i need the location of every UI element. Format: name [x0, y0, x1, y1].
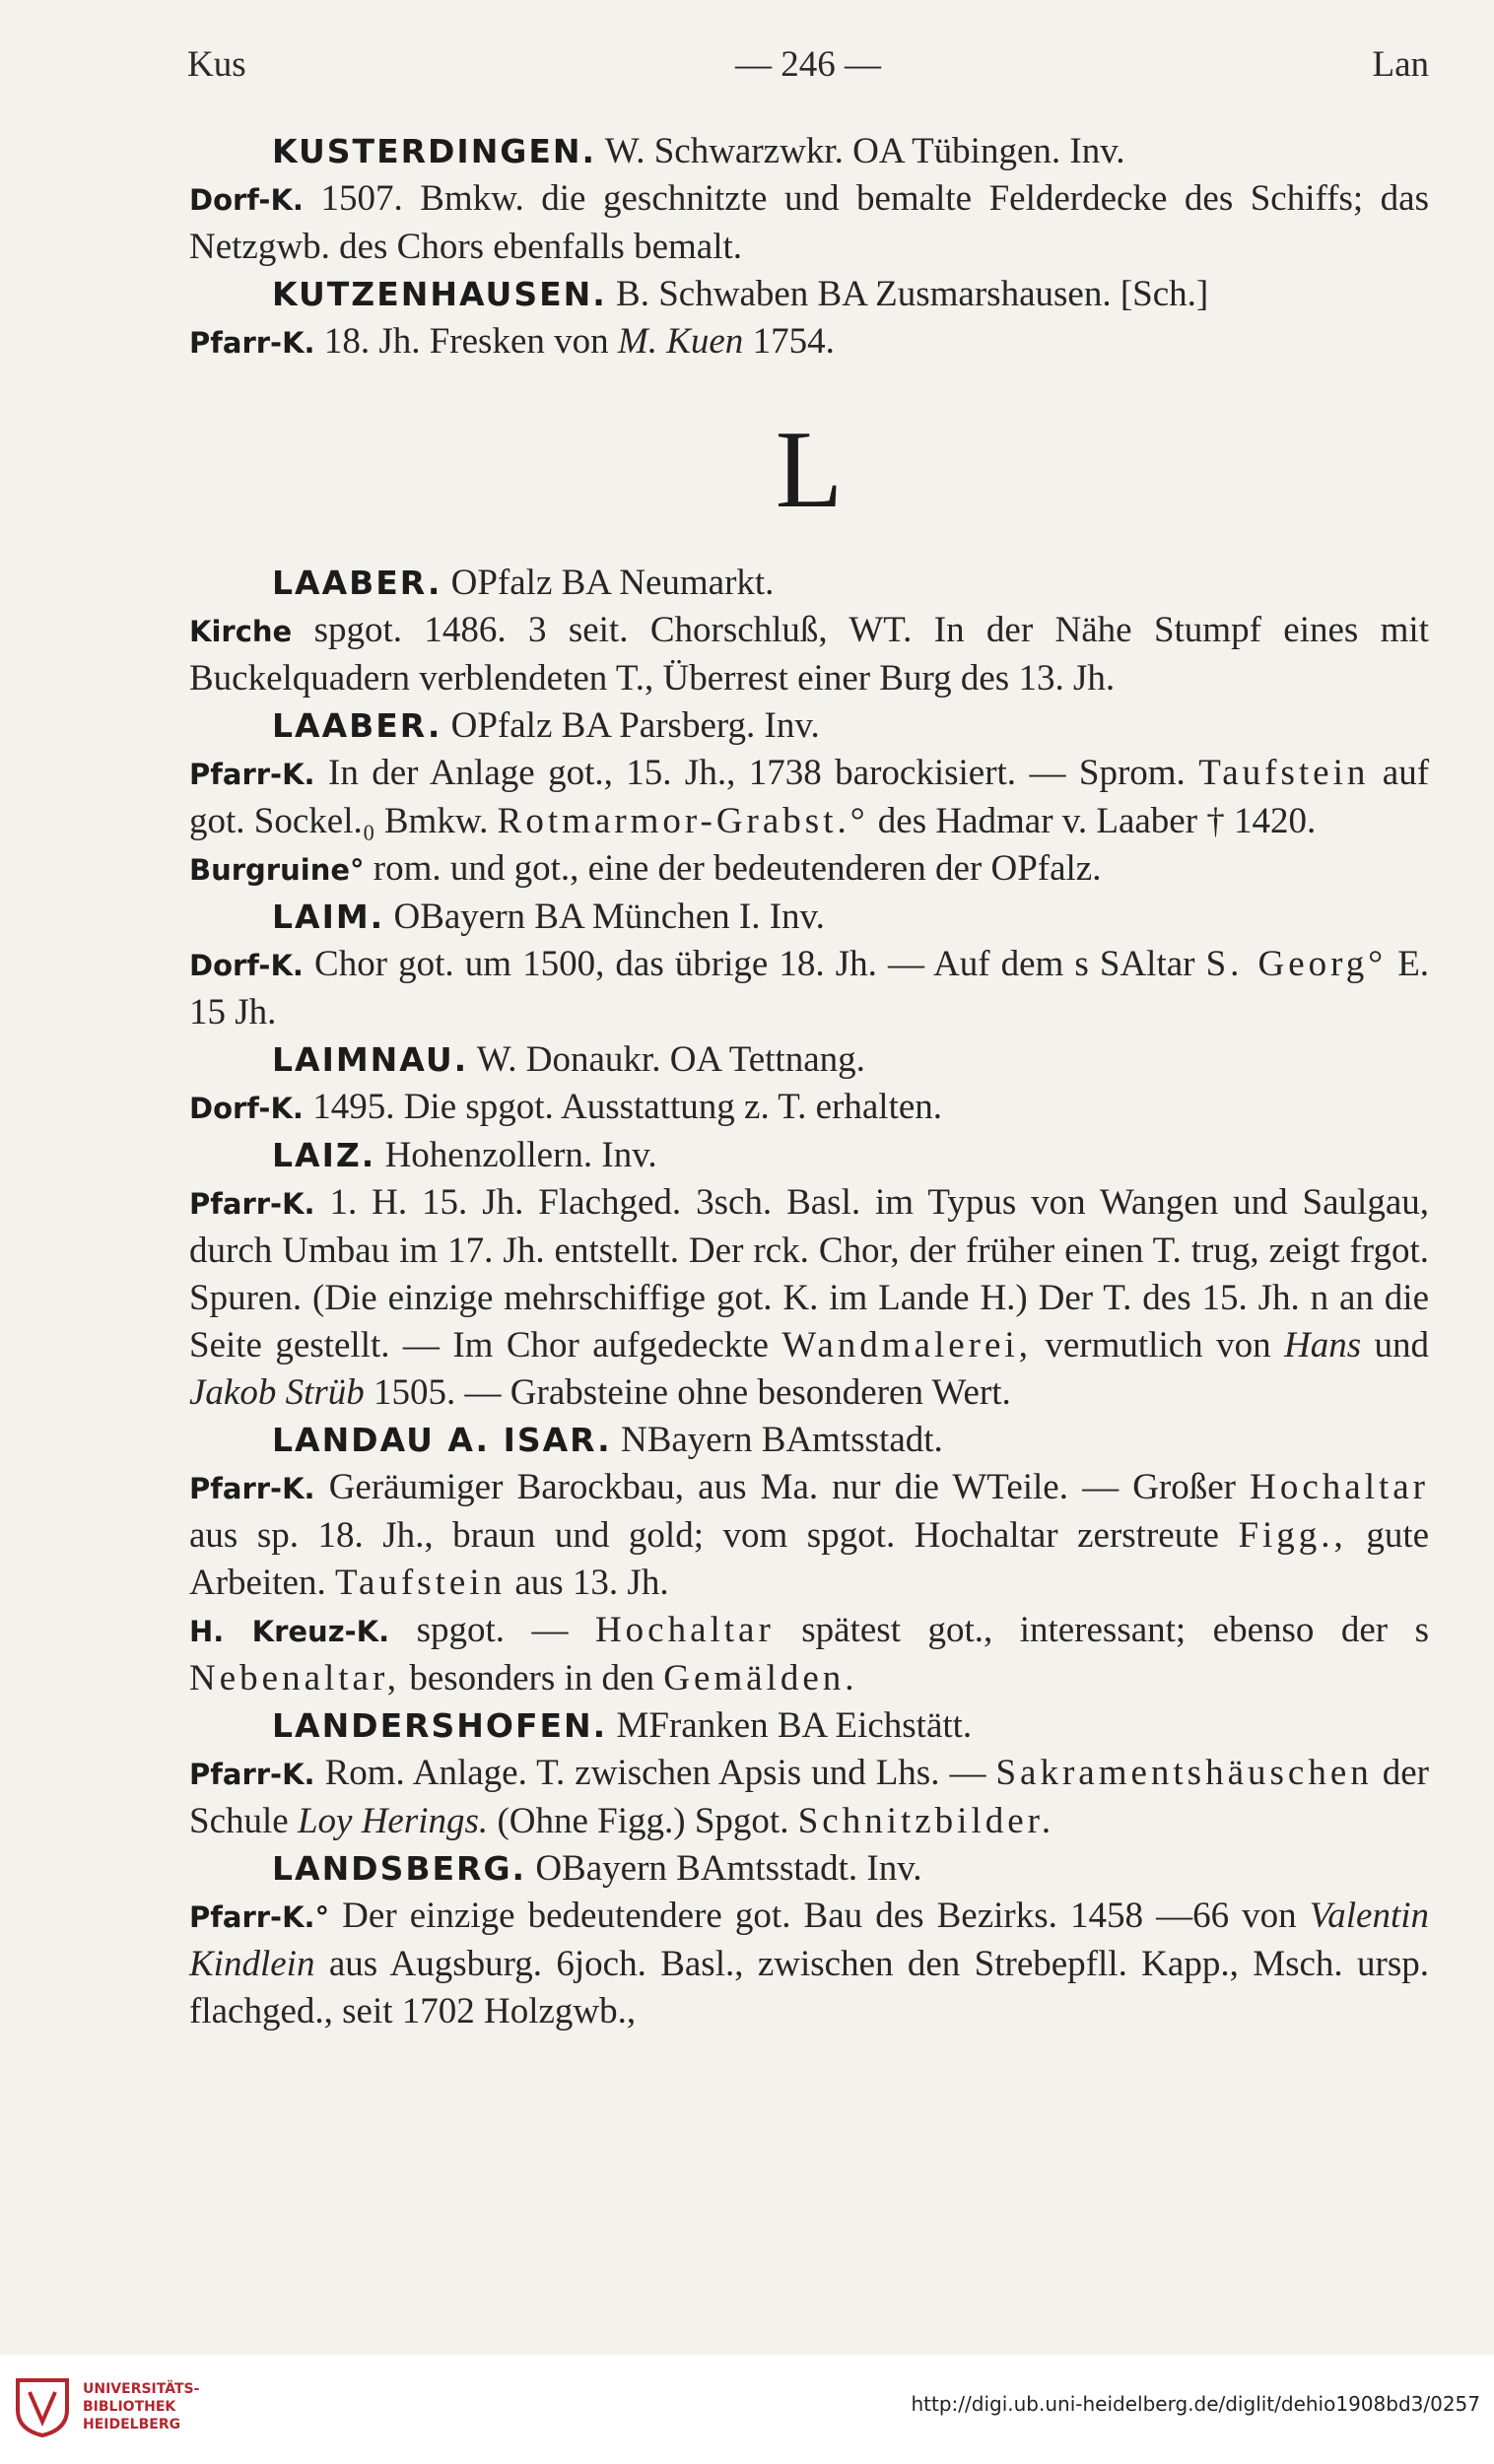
artist-name: Hans [1284, 1325, 1362, 1365]
entry-text [189, 845, 1429, 894]
page-number: — 246 — [735, 44, 881, 85]
building-keyword: Pfarr-K. [189, 1472, 315, 1505]
spaced-term: Rotmarmor-Grabst.° [497, 801, 869, 841]
library-emblem-icon [14, 2376, 71, 2437]
spaced-term: S. Georg° [1205, 944, 1388, 984]
place-name: LANDSBERG. [272, 1849, 527, 1888]
section-letter: L [775, 409, 844, 531]
artist-name: Loy Herings. [297, 1801, 489, 1841]
building-keyword: Dorf-K. [189, 949, 304, 982]
spaced-term: Hochaltar [1250, 1467, 1429, 1507]
description-text: Der einzige bedeutendere got. Bau des Bezirks. 1458 —66 von [342, 1896, 1297, 1936]
description-text: der Schule [189, 1753, 1429, 1841]
building-keyword: Burgruine° [189, 853, 365, 887]
description-text: aus 13. Jh. [514, 1563, 669, 1603]
building-keyword: H. Kreuz-K. [189, 1615, 390, 1648]
place-name: LANDAU A. ISAR. [272, 1421, 612, 1459]
entry-text [189, 1607, 1429, 1702]
library-name-line: UNIVERSITÄTS- [83, 2381, 200, 2397]
permalink-url[interactable]: http://digi.ub.uni-heidelberg.de/diglit/dehio1908bd3/0257 [911, 2392, 1480, 2416]
running-header [187, 43, 1429, 93]
description-text: In der Anlage got., 15. Jh., 1738 barockisiert. — Sprom. [328, 753, 1186, 793]
spaced-term: Taufstein [1198, 753, 1370, 793]
library-footer [0, 2355, 1494, 2464]
description-text: E. 15 Jh. [189, 944, 1430, 1032]
header-right: Lan [1372, 44, 1429, 85]
building-keyword: Pfarr-K. [189, 1187, 315, 1221]
spaced-term: Taufstein [334, 1563, 507, 1603]
spaced-term: Nebenaltar, [189, 1658, 401, 1698]
description-text: spätest got., interessant; ebenso der s [801, 1610, 1429, 1650]
entry-text [189, 607, 1429, 702]
description-text: 1. H. 15. Jh. Flachged. 3sch. Basl. im Typus von Wangen und Saulgau, durch Umbau im 17. Jh. entstellt. Der rck. Chor, der früher einen T. trug, zeigt frgot. Spuren. (Die einzige mehrschiffige got. K. im Lande H.) Der T. des 15. Jh. n an die Seite gestellt. — Im Chor aufgedeckte [189, 1182, 1429, 1365]
place-name: LAIM. [272, 898, 385, 936]
library-name-line: BIBLIOTHEK [83, 2399, 176, 2415]
description-text: 1754. [752, 321, 835, 362]
description-text: spgot. — [416, 1610, 569, 1650]
description-text: Geräumiger Barockbau, aus Ma. nur die WTeile. — Großer [328, 1467, 1236, 1507]
building-keyword: Pfarr-K. [189, 1758, 315, 1791]
entry-text [189, 318, 1429, 366]
region-text: OBayern BAmtsstadt. Inv. [535, 1848, 922, 1889]
region-text: W. Donaukr. OA Tettnang. [476, 1039, 865, 1080]
entry-text [189, 1750, 1429, 1845]
description-text: Chor got. um 1500, das übrige 18. Jh. — Auf dem s SAltar [314, 944, 1195, 984]
description-text: besonders in den [409, 1658, 654, 1698]
building-keyword: Dorf-K. [189, 1092, 304, 1125]
place-name: LAIMNAU. [272, 1040, 469, 1079]
artist-name: Valentin Kindlein [189, 1896, 1430, 1984]
university-library-logo [14, 2376, 71, 2437]
entry-text [189, 941, 1429, 1036]
place-name: LAABER. [272, 564, 442, 602]
spaced-term: Gemälden. [663, 1658, 858, 1698]
place-name: KUTZENHAUSEN. [272, 275, 607, 313]
description-text: Rom. Anlage. T. zwischen Apsis und Lhs. — [324, 1753, 986, 1793]
description-text: rom. und got., eine der bedeutenderen der OPfalz. [373, 848, 1102, 889]
entry-heading [189, 1417, 1429, 1464]
place-name: LAABER. [272, 706, 442, 745]
entry-text [189, 175, 1429, 271]
place-name: KUSTERDINGEN. [272, 132, 597, 170]
place-name: LAIZ. [272, 1136, 376, 1174]
spaced-term: Wandmalerei, [781, 1325, 1032, 1365]
description-text: aus sp. 18. Jh., braun und gold; vom spgot. Hochaltar zerstreute [189, 1515, 1219, 1556]
description-text: des Hadmar v. Laaber † 1420. [877, 801, 1317, 841]
entry-heading [189, 1845, 1429, 1893]
description-text: spgot. 1486. 3 seit. Chorschluß, WT. In der Nähe Stumpf eines mit Buckelquadern verblendeten T., Überrest einer Burg des 13. Jh. [189, 610, 1429, 699]
spaced-term: Hochaltar [594, 1610, 775, 1650]
entry-heading [189, 894, 1429, 941]
entry-text [189, 750, 1429, 845]
page-body [189, 128, 1429, 2035]
region-text: OBayern BA München I. Inv. [393, 897, 825, 937]
description-text: 1505. — Grabsteine ohne besonderen Wert. [374, 1372, 1011, 1413]
artist-name: M. Kuen [617, 321, 744, 362]
building-keyword: Dorf-K. [189, 183, 304, 217]
description-text: 1495. Die spgot. Ausstattung z. T. erhalten. [312, 1087, 943, 1127]
region-text: B. Schwaben BA Zusmarshausen. [Sch.] [616, 274, 1209, 314]
entry-text [189, 1893, 1429, 2035]
entry-heading [189, 271, 1429, 318]
region-text: MFranken BA Eichstätt. [616, 1705, 973, 1746]
entry-heading [189, 1132, 1429, 1179]
description-text: aus Augsburg. 6joch. Basl., zwischen den Strebepfll. Kapp., Msch. ursp. flachged., seit 1702 Holzgwb., [189, 1944, 1430, 2031]
entry-text [189, 1179, 1429, 1417]
artist-name: Jakob Strüb [189, 1372, 365, 1413]
spaced-term: Schnitzbilder. [797, 1801, 1055, 1841]
entry-text [189, 1084, 1429, 1132]
library-name-line: HEIDELBERG [83, 2417, 181, 2432]
building-keyword: Pfarr-K. [189, 758, 315, 791]
description-text: auf got. Sockel.₀ Bmkw. [189, 753, 1430, 841]
header-left: Kus [187, 44, 246, 85]
entry-heading [189, 702, 1429, 750]
description-text: (Ohne Figg.) Spgot. [497, 1801, 789, 1841]
description-text: 1507. Bmkw. die geschnitzte und bemalte Felderdecke des Schiffs; das Netzgwb. des Chors ebenfalls bemalt. [189, 178, 1430, 267]
description-text: 18. Jh. Fresken von [323, 321, 609, 362]
region-text: OPfalz BA Parsberg. Inv. [450, 705, 820, 746]
entry-heading [189, 1036, 1429, 1084]
entry-text [189, 1464, 1429, 1607]
region-text: Hohenzollern. Inv. [384, 1135, 657, 1175]
region-text: W. Schwarzwkr. OA Tübingen. Inv. [604, 131, 1125, 171]
building-keyword: Kirche [189, 615, 293, 648]
region-text: OPfalz BA Neumarkt. [450, 563, 775, 603]
entry-heading [189, 128, 1429, 175]
entry-heading [189, 560, 1429, 607]
spaced-term: Figg., [1238, 1515, 1347, 1556]
building-keyword: Pfarr-K. [189, 326, 315, 360]
entry-heading [189, 1702, 1429, 1750]
description-text: vermutlich von [1045, 1325, 1271, 1365]
place-name: LANDERSHOFEN. [272, 1706, 608, 1745]
building-keyword: Pfarr-K.° [189, 1900, 330, 1934]
description-text: gute Arbeiten. [189, 1515, 1430, 1603]
spaced-term: Sakramentshäuschen [995, 1753, 1373, 1793]
description-text: und [1374, 1325, 1430, 1365]
region-text: NBayern BAmtsstadt. [620, 1420, 943, 1460]
library-name [83, 2380, 199, 2433]
